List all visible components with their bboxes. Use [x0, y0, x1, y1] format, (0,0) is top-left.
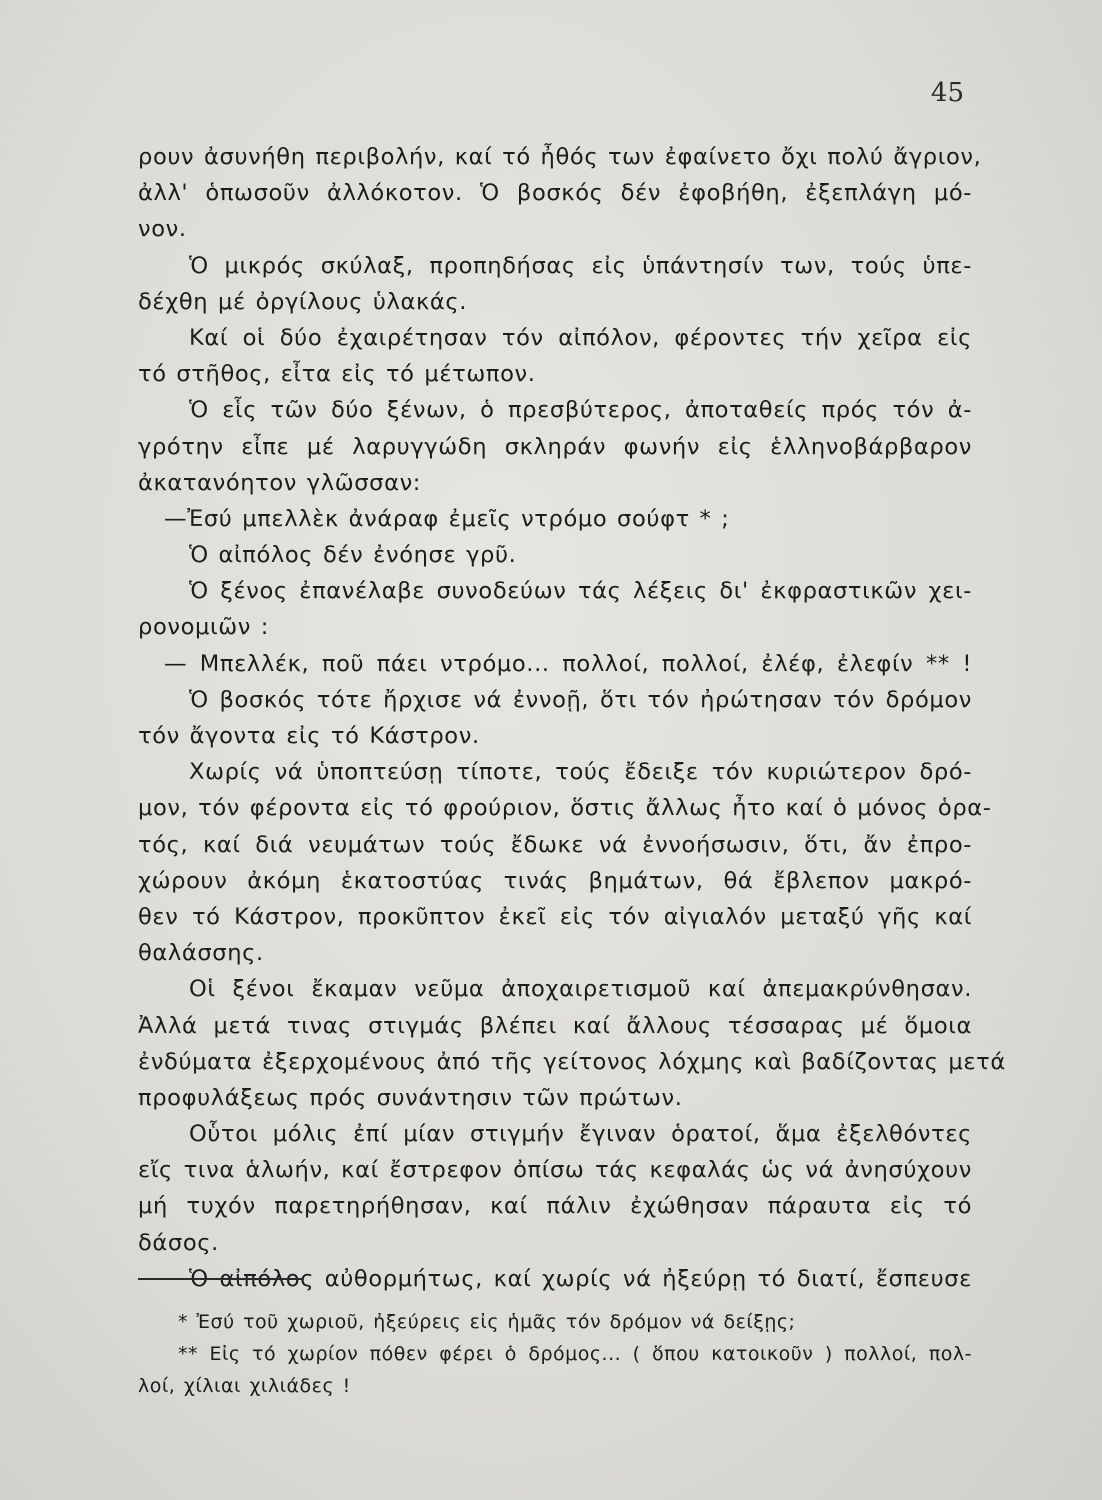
dialogue-line: —Ἐσύ μπελλὲκ ἀνάραφ ἐμεῖς ντρόμο σούφτ * ;	[164, 505, 730, 532]
text-line: εἴς τινα ἁλωήν, καί ἔστρεφον ὀπίσω τάς κεφαλάς ὡς νά ἀνησύχουν	[138, 1157, 972, 1184]
text-line: Ὁ βοσκός τότε ἤρχισε νά ἐννοῇ, ὅτι τόν ἠρώτησαν τόν δρόμον	[189, 686, 972, 713]
text-line: θαλάσσης.	[138, 940, 264, 967]
text-line: Καί οἱ δύο ἐχαιρέτησαν τόν αἰπόλον, φέροντες τήν χεῖρα εἰς	[189, 324, 972, 351]
text-line: θεν τό Κάστρον, προκῦπτον ἐκεῖ εἰς τόν αἰγιαλόν μεταξύ γῆς καί	[138, 903, 972, 930]
text-line: Ὁ αἰπόλος αὐθορμήτως, καί χωρίς νά ἠξεύρῃ τό διατί, ἔσπευσε	[189, 1265, 972, 1292]
text-line: χώρουν ἀκόμη ἑκατοστύας τινάς βημάτων, θά ἔβλεπον μακρό-	[138, 867, 972, 894]
footnote-divider	[138, 1278, 303, 1280]
text-line: προφυλάξεως πρός συνάντησιν τῶν πρώτων.	[138, 1084, 683, 1111]
text-line: Οὗτοι μόλις ἐπί μίαν στιγμήν ἔγιναν ὁρατοί, ἅμα ἐξελθόντες	[189, 1121, 972, 1148]
text-line: γρότην εἶπε μέ λαρυγγώδη σκληράν φωνήν εἰς ἑλληνοβάρβαρον	[138, 433, 972, 460]
text-line: ἀκατανόητον γλῶσσαν:	[138, 469, 422, 496]
text-line: ρονομιῶν :	[138, 614, 269, 641]
text-line: μον, τόν φέροντα εἰς τό φρούριον, ὅστις ἄλλως ἦτο καί ὁ μόνος ὁρα-	[138, 795, 992, 822]
text-line: δάσος.	[138, 1229, 219, 1256]
text-line: Ὁ μικρός σκύλαξ, προπηδήσας εἰς ὑπάντησίν των, τούς ὑπε-	[189, 252, 972, 279]
text-line: τός, καί διά νευμάτων τούς ἔδωκε νά ἐννοήσωσιν, ὅτι, ἄν ἐπρο-	[138, 831, 972, 858]
text-line: Ὁ εἷς τῶν δύο ξένων, ὁ πρεσβύτερος, ἀποταθείς πρός τόν ἀ-	[189, 397, 972, 424]
text-line: Ὁ ξένος ἐπανέλαβε συνοδεύων τάς λέξεις δι' ἐκφραστικῶν χει-	[189, 578, 972, 605]
body-text	[138, 139, 1006, 1297]
text-line: δέχθη μέ ὀργίλους ὑλακάς.	[138, 288, 468, 315]
footnote-line: ** Εἰς τό χωρίον πόθεν φέρει ὁ δρόμος... ( ὅπου κατοικοῦν ) πολλοί, πολ-	[178, 1343, 972, 1365]
text-line: ἐνδύματα ἐξερχομένους ἀπό τῆς γείτονος λόχμης καὶ βαδίζοντας μετά	[138, 1048, 1006, 1075]
footnote-line: λοί, χίλιαι χιλιάδες !	[138, 1375, 351, 1397]
page-number: 45	[930, 78, 964, 108]
text-line: Ἀλλά μετά τινας στιγμάς βλέπει καί ἄλλους τέσσαρας μέ ὅμοια	[138, 1012, 972, 1039]
text-line: Ὁ αἰπόλος δέν ἐνόησε γρῦ.	[189, 542, 517, 569]
footnote-line: * Ἐσύ τοῦ χωριοῦ, ἠξεύρεις εἰς ἡμᾶς τόν δρόμον νά δείξῃς;	[178, 1311, 796, 1333]
text-line: νον.	[138, 216, 187, 243]
text-line: ρουν ἀσυνήθη περιβολήν, καί τό ἦθός των ἐφαίνετο ὄχι πολύ ἄγριον,	[138, 144, 982, 170]
text-line: τόν ἄγοντα εἰς τό Κάστρον.	[138, 723, 480, 749]
text-line: μή τυχόν παρετηρήθησαν, καί πάλιν ἐχώθησαν πάραυτα εἰς τό	[138, 1193, 972, 1220]
footnotes	[138, 1306, 972, 1402]
text-line: Οἱ ξένοι ἔκαμαν νεῦμα ἀποχαιρετισμοῦ καί ἀπεμακρύνθησαν.	[189, 976, 972, 1003]
text-line: Χωρίς νά ὑποπτεύσῃ τίποτε, τούς ἔδειξε τόν κυριώτερον δρό-	[189, 759, 972, 786]
text-line: ἀλλ' ὁπωσοῦν ἀλλόκοτον. Ὁ βοσκός δέν ἐφοβήθη, ἐξεπλάγη μό-	[138, 180, 972, 207]
dialogue-line: — Μπελλέκ, ποῦ πάει ντρόμο... πολλοί, πολλοί, ἐλέφ, ἐλεφίν ** !	[164, 650, 972, 677]
text-line: τό στῆθος, εἶτα εἰς τό μέτωπον.	[138, 361, 536, 388]
